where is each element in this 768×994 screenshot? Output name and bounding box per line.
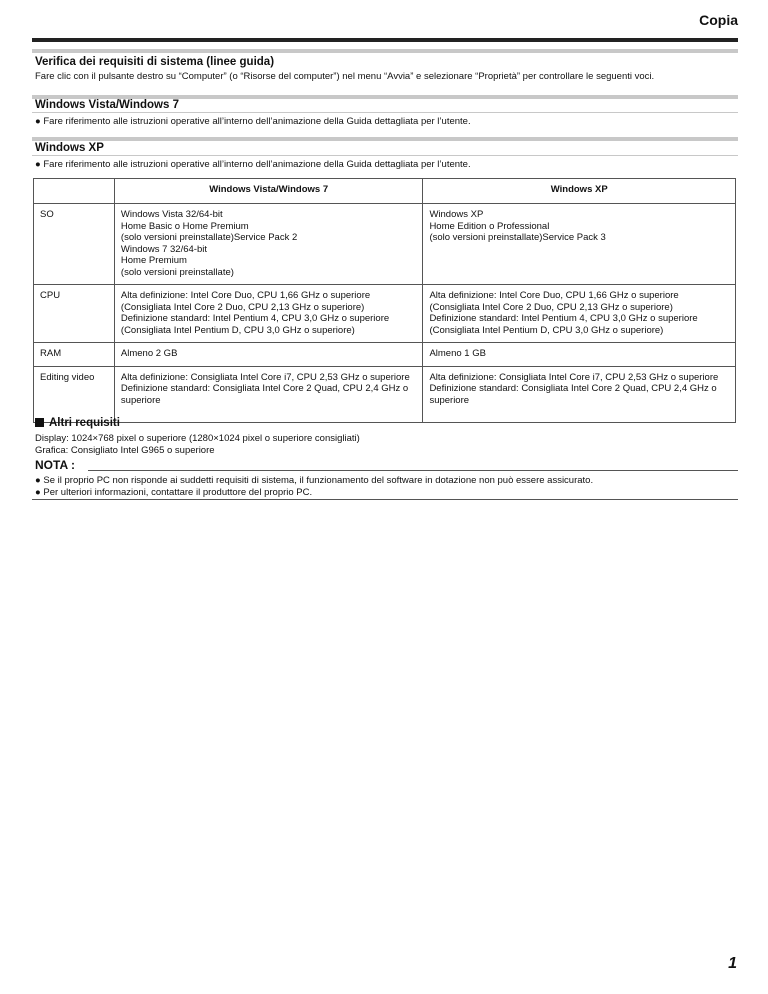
vista-title: Windows Vista/Windows 7: [35, 99, 179, 111]
display-text: Display: 1024×768 pixel o superiore (1280×1024 pixel o superiore consigliati): [35, 433, 360, 444]
cell-vista: Windows Vista 32/64-bit Home Basic o Home Premium (solo versioni preinstallate)Service Pack 2 Windows 7 32/64-bit Home Premium (solo versioni preinstallate): [114, 204, 423, 285]
cell-vista: Alta definizione: Consigliata Intel Core i7, CPU 2,53 GHz o superiore Definizione standard: Consigliata Intel Core 2 Quad, CPU 2,4 GHz o superiore: [114, 366, 423, 422]
table-row: [34, 204, 736, 285]
nota-item: ● Se il proprio PC non risponde ai suddetti requisiti di sistema, il funzionamento del software in dotazione non può essere assicurato.: [35, 475, 594, 486]
nota-rule: [88, 470, 738, 471]
requirements-title: Verifica dei requisiti di sistema (linee guida): [35, 56, 275, 68]
table-header-empty: [34, 179, 115, 204]
xp-title: Windows XP: [35, 142, 104, 154]
cell-xp: Almeno 1 GB: [423, 343, 736, 367]
section-rule: [32, 137, 738, 141]
other-title-text: Altri requisiti: [49, 417, 120, 429]
requirements-table: [33, 178, 736, 423]
nota-item: ● Per ulteriori informazioni, contattare il produttore del proprio PC.: [35, 487, 313, 498]
nota-title: NOTA :: [35, 458, 75, 472]
nota-end-rule: [32, 499, 738, 500]
row-label: Editing video: [34, 366, 115, 422]
section-subrule: [32, 155, 738, 156]
section-rule: [32, 49, 738, 53]
cell-xp: Alta definizione: Intel Core Duo, CPU 1,66 GHz o superiore (Consigliata Intel Core 2 Duo, CPU 2,13 GHz o superiore) Definizione standard: Intel Pentium 4, CPU 3,0 GHz o superiore (Consigliata Intel Pentium D, CPU 3,0 GHz o superiore): [423, 285, 736, 343]
requirements-text: Fare clic con il pulsante destro su “Computer” (o “Risorse del computer”) nel menu “Avvia” e selezionare “Proprietà” per controllare le seguenti voci.: [35, 71, 655, 82]
square-bullet-icon: [35, 418, 44, 427]
vista-bullet: ● Fare riferimento alle istruzioni operative all’interno dell’animazione della Guida dettagliata per l’utente.: [35, 116, 471, 127]
graphics-text: Grafica: Consigliato Intel G965 o superiore: [35, 445, 215, 456]
row-label: SO: [34, 204, 115, 285]
cell-xp: Windows XP Home Edition o Professional (solo versioni preinstallate)Service Pack 3: [423, 204, 736, 285]
table-header-xp: Windows XP: [423, 179, 736, 204]
row-label: RAM: [34, 343, 115, 367]
table-row: [34, 366, 736, 422]
cell-xp: Alta definizione: Consigliata Intel Core i7, CPU 2,53 GHz o superiore Definizione standard: Consigliata Intel Core 2 Quad, CPU 2,4 GHz o superiore: [423, 366, 736, 422]
page-header-title: Copia: [699, 12, 738, 28]
table-row: [34, 343, 736, 367]
row-label: CPU: [34, 285, 115, 343]
section-subrule: [32, 112, 738, 113]
xp-bullet: ● Fare riferimento alle istruzioni operative all’interno dell’animazione della Guida dettagliata per l’utente.: [35, 159, 471, 170]
page-number: 1: [728, 955, 737, 972]
cell-vista: Alta definizione: Intel Core Duo, CPU 1,66 GHz o superiore (Consigliata Intel Core 2 Duo, CPU 2,13 GHz o superiore) Definizione standard: Intel Pentium 4, CPU 3,0 GHz o superiore (Consigliata Intel Pentium D, CPU 3,0 GHz o superiore): [114, 285, 423, 343]
cell-vista: Almeno 2 GB: [114, 343, 423, 367]
other-requirements-title: [35, 417, 120, 429]
table-row: [34, 285, 736, 343]
table-header-vista: Windows Vista/Windows 7: [114, 179, 423, 204]
table-header-row: [34, 179, 736, 204]
header-rule: [32, 38, 738, 42]
